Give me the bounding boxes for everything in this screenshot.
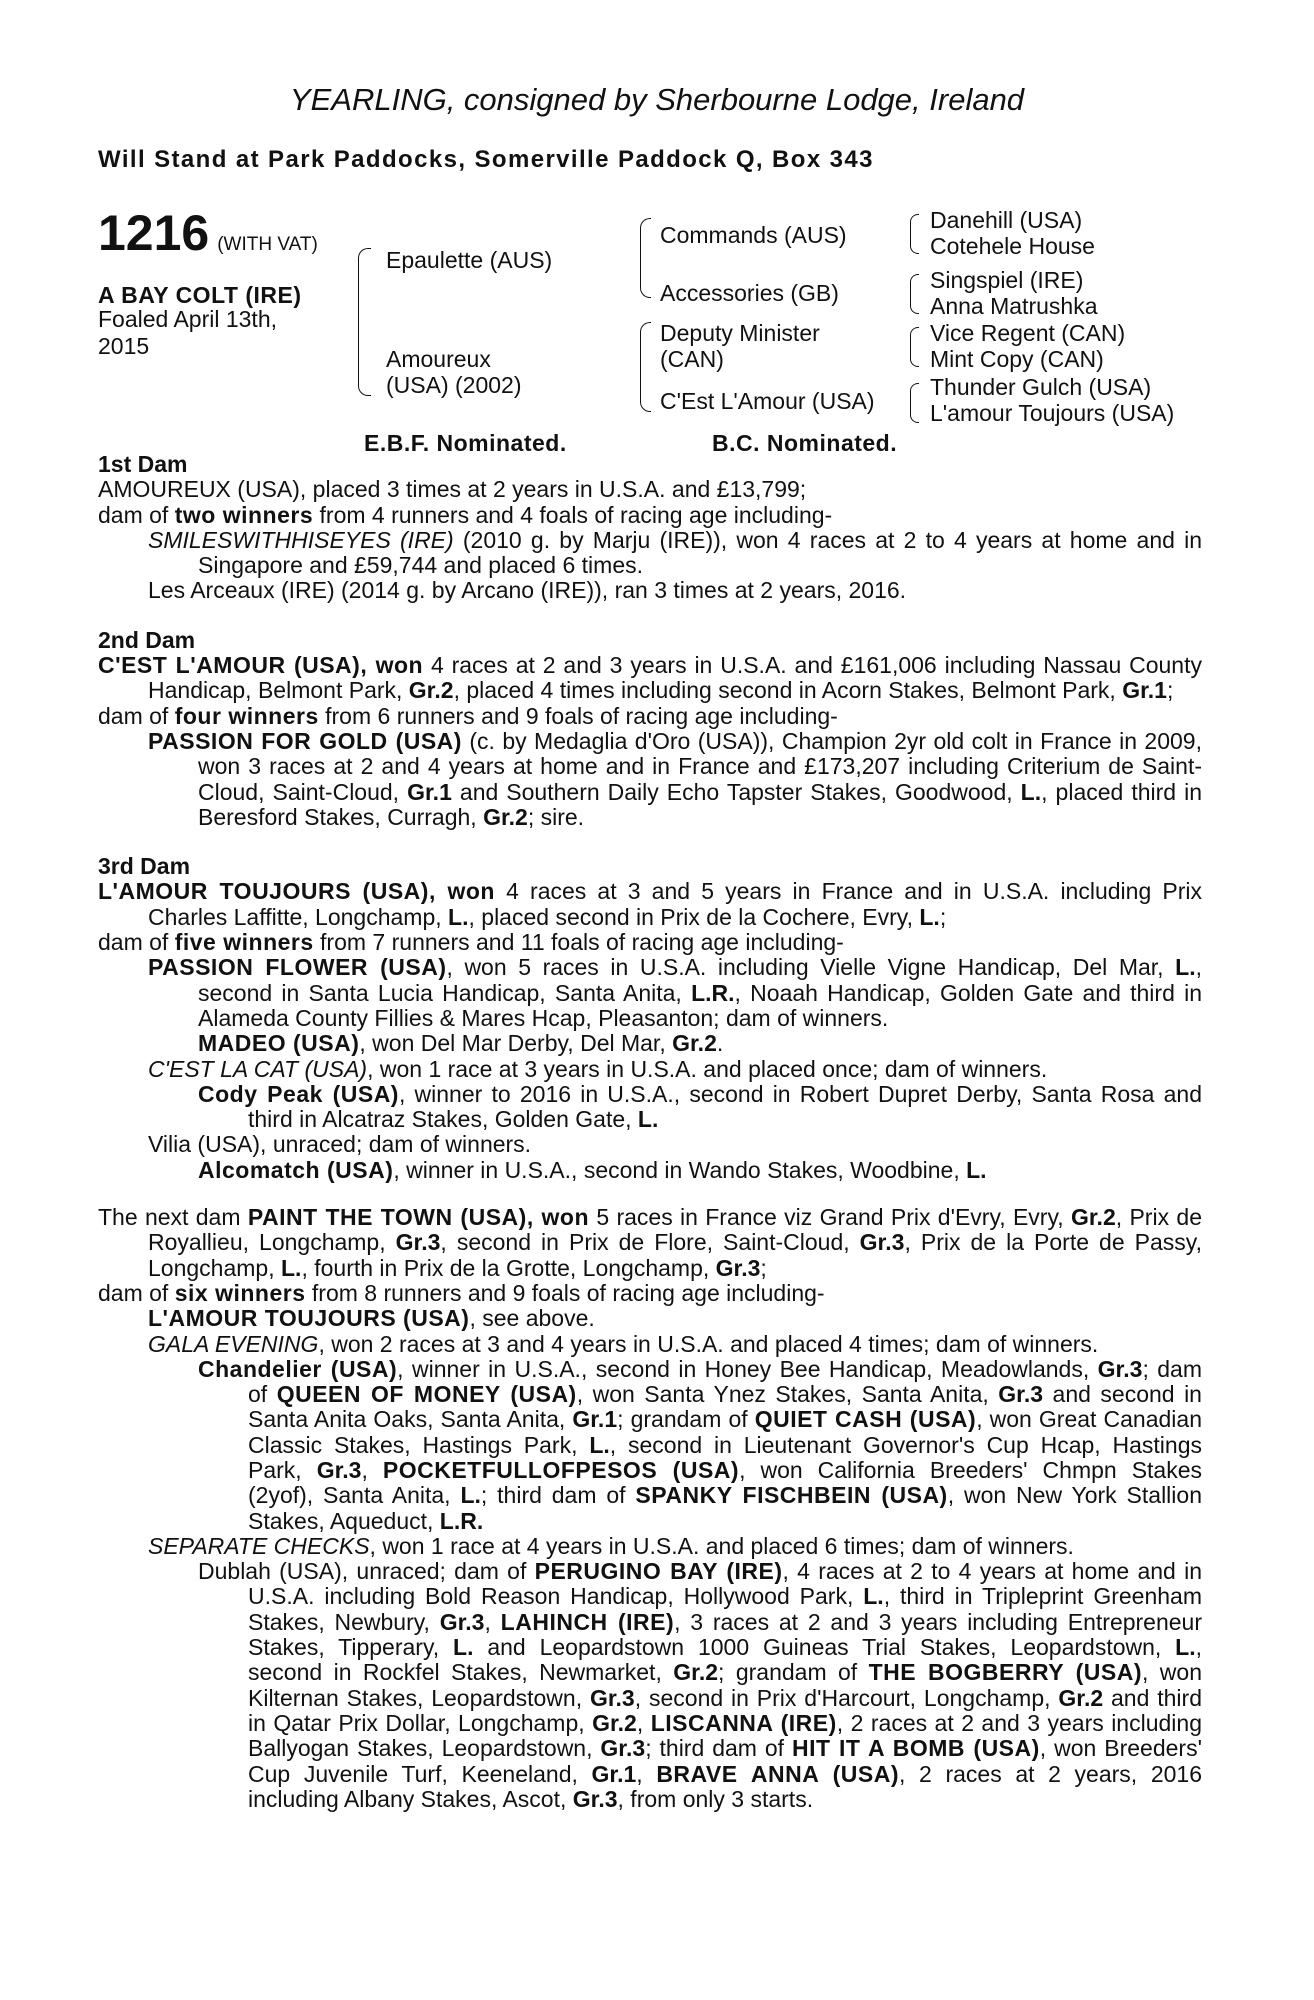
next-dam-record: The next dam PAINT THE TOWN (USA), won 5 races in France viz Grand Prix d'Evry, Evry, Gr.2, Prix de Royallieu, Longchamp, Gr.3, second in Prix de Flore, Saint-Cloud, Gr.3, Prix de la Porte de Passy, Longchamp, L., fourth in Prix de la Grotte, Longchamp, Gr.3;: [98, 1204, 1202, 1281]
bc-nomination: B.C. Nominated.: [712, 430, 898, 456]
sire-sire: Commands (AUS): [660, 222, 847, 248]
pedigree-brace-g2: [910, 274, 919, 314]
pedigree-brace-g4: [910, 383, 919, 423]
third-dam-offspring-2: C'EST LA CAT (USA), won 1 race at 3 years in U.S.A. and placed once; dam of winners.: [148, 1055, 1048, 1082]
grandsire-3: Vice Regent (CAN): [930, 320, 1126, 346]
ebf-nomination: E.B.F. Nominated.: [364, 430, 567, 456]
granddam-2: Anna Matrushka: [930, 293, 1098, 319]
pedigree-brace-main: [358, 248, 371, 396]
grandsire-1: Danehill (USA): [930, 207, 1083, 233]
third-dam-grandoffspring-1: MADEO (USA), won Del Mar Derby, Del Mar, Gr.2.: [198, 1030, 724, 1057]
third-dam-record: L'AMOUR TOUJOURS (USA), won 4 races at 3 and 5 years in France and in U.S.A. including Prix Charles Laffitte, Longchamp, L., placed second in Prix de la Cochere, Evry, L.;: [98, 878, 1202, 930]
granddam-3: Mint Copy (CAN): [930, 346, 1104, 372]
pedigree-brace-g3: [910, 327, 919, 367]
pedigree-brace-g1: [910, 214, 919, 254]
vat-note: (WITH VAT): [217, 234, 318, 255]
lot-number-value: 1216: [98, 205, 210, 261]
third-dam-offspring-3: Vilia (USA), unraced; dam of winners.: [148, 1131, 532, 1158]
dam-sire: Deputy Minister (CAN): [660, 320, 820, 372]
first-dam-record: AMOUREUX (USA), placed 3 times at 2 years in U.S.A. and £13,799;: [98, 476, 807, 503]
third-dam-grandoffspring-3: Alcomatch (USA), winner in U.S.A., second in Wando Stakes, Woodbine, L.: [198, 1156, 987, 1183]
produce-record: [98, 452, 1202, 1812]
lot-number: [98, 205, 318, 270]
lot-description: A BAY COLT (IRE): [98, 282, 302, 308]
pedigree-brace-sire: [640, 218, 651, 298]
next-dam-produce: dam of six winners from 8 runners and 9 foals of racing age including-: [98, 1279, 825, 1306]
next-dam-grandoffspring-1: Chandelier (USA), winner in U.S.A., second in Honey Bee Handicap, Meadowlands, Gr.3; dam of QUEEN OF MONEY (USA), won Santa Ynez Stakes, Santa Anita, Gr.3 and second in Santa Anita Oaks, Santa Anita, Gr.1; grandam of QUIET CASH (USA), won Great Canadian Classic Stakes, Hastings Park, L., second in Lieutenant Governor's Cup Hcap, Hastings Park, Gr.3, POCKETFULLOFPESOS (USA), won California Breeders' Chmpn Stakes (2yof), Santa Anita, L.; third dam of SPANKY FISCHBEIN (USA), won New York Stallion Stakes, Aqueduct, L.R.: [198, 1355, 1203, 1534]
third-dam-grandoffspring-2: Cody Peak (USA), winner to 2016 in U.S.A., second in Robert Dupret Derby, Santa Rosa and third in Alcatraz Stakes, Golden Gate, L.: [198, 1080, 1202, 1133]
foaling-date: Foaled April 13th, 2015: [98, 306, 278, 359]
sire-dam: Accessories (GB): [660, 280, 839, 306]
first-dam-offspring-2: Les Arceaux (IRE) (2014 g. by Arcano (IRE)), ran 3 times at 2 years, 2016.: [148, 577, 907, 604]
granddam-4: L'amour Toujours (USA): [930, 400, 1175, 426]
next-dam-grandoffspring-2: Dublah (USA), unraced; dam of PERUGINO BAY (IRE), 4 races at 2 to 4 years at home and in U.S.A. including Bold Reason Handicap, Hollywood Park, L., third in Tripleprint Greenham Stakes, Newbury, Gr.3, LAHINCH (IRE), 3 races at 2 and 3 years including Entrepreneur Stakes, Tipperary, L. and Leopardstown 1000 Guineas Trial Stakes, Leopardstown, L., second in Rockfel Stakes, Newmarket, Gr.2; grandam of THE BOGBERRY (USA), won Kilternan Stakes, Leopardstown, Gr.3, second in Prix d'Harcourt, Longchamp, Gr.2 and third in Qatar Prix Dollar, Longchamp, Gr.2, LISCANNA (IRE), 2 races at 2 and 3 years including Ballyogan Stakes, Leopardstown, Gr.3; third dam of HIT IT A BOMB (USA), won Breeders' Cup Juvenile Turf, Keeneland, Gr.1, BRAVE ANNA (USA), 2 races at 2 years, 2016 including Albany Stakes, Ascot, Gr.3, from only 3 starts.: [198, 1558, 1203, 1812]
first-dam-heading: 1st Dam: [98, 451, 188, 477]
stand-location: Will Stand at Park Paddocks, Somerville Paddock Q, Box 343: [98, 146, 874, 173]
dam-dam: C'Est L'Amour (USA): [660, 388, 875, 414]
second-dam-heading: 2nd Dam: [98, 626, 196, 653]
next-dam-offspring-3: SEPARATE CHECKS, won 1 race at 4 years in U.S.A. and placed 6 times; dam of winners.: [148, 1532, 1074, 1559]
third-dam-produce: dam of five winners from 7 runners and 11 foals of racing age including-: [98, 929, 844, 956]
second-dam-offspring-1: PASSION FOR GOLD (USA) (c. by Medaglia d'Oro (USA)), Champion 2yr old colt in France in 2009, won 3 races at 2 and 4 years at home and in France and £173,207 including Criterium de Saint-Cloud, Saint-Cloud, Gr.1 and Southern Daily Echo Tapster Stakes, Goodwood, L., placed third in Beresford Stakes, Curragh, Gr.2; sire.: [148, 727, 1202, 830]
dam: Amoureux (USA) (2002): [386, 346, 522, 398]
first-dam-offspring-1: SMILESWITHHISEYES (IRE) (2010 g. by Marju (IRE)), won 4 races at 2 to 4 years at home and in Singapore and £59,744 and placed 6 times.: [148, 526, 1202, 579]
third-dam-heading: 3rd Dam: [98, 853, 191, 880]
first-dam-produce: dam of two winners from 4 runners and 4 foals of racing age including-: [98, 501, 833, 528]
next-dam-offspring-2: GALA EVENING, won 2 races at 3 and 4 years in U.S.A. and placed 4 times; dam of winners.: [148, 1330, 1099, 1357]
next-dam-offspring-1: L'AMOUR TOUJOURS (USA), see above.: [148, 1305, 595, 1332]
second-dam-record: C'EST L'AMOUR (USA), won 4 races at 2 and 3 years in U.S.A. and £161,006 including Nassau County Handicap, Belmont Park, Gr.2, placed 4 times including second in Acorn Stakes, Belmont Park, Gr.1;: [98, 652, 1202, 704]
sire: Epaulette (AUS): [386, 247, 553, 273]
third-dam-offspring-1: PASSION FLOWER (USA), won 5 races in U.S.A. including Vielle Vigne Handicap, Del Mar, L., second in Santa Lucia Handicap, Santa Anita, L.R., Noaah Handicap, Golden Gate and third in Alameda County Fillies & Mares Hcap, Pleasanton; dam of winners.: [148, 954, 1203, 1031]
second-dam-produce: dam of four winners from 6 runners and 9 foals of racing age including-: [98, 702, 838, 729]
grandsire-2: Singspiel (IRE): [930, 267, 1084, 293]
granddam-1: Cotehele House: [930, 233, 1095, 259]
pedigree-brace-dam: [640, 322, 651, 412]
page-heading: YEARLING, consigned by Sherbourne Lodge, Ireland: [289, 82, 1025, 117]
grandsire-4: Thunder Gulch (USA): [930, 374, 1152, 400]
